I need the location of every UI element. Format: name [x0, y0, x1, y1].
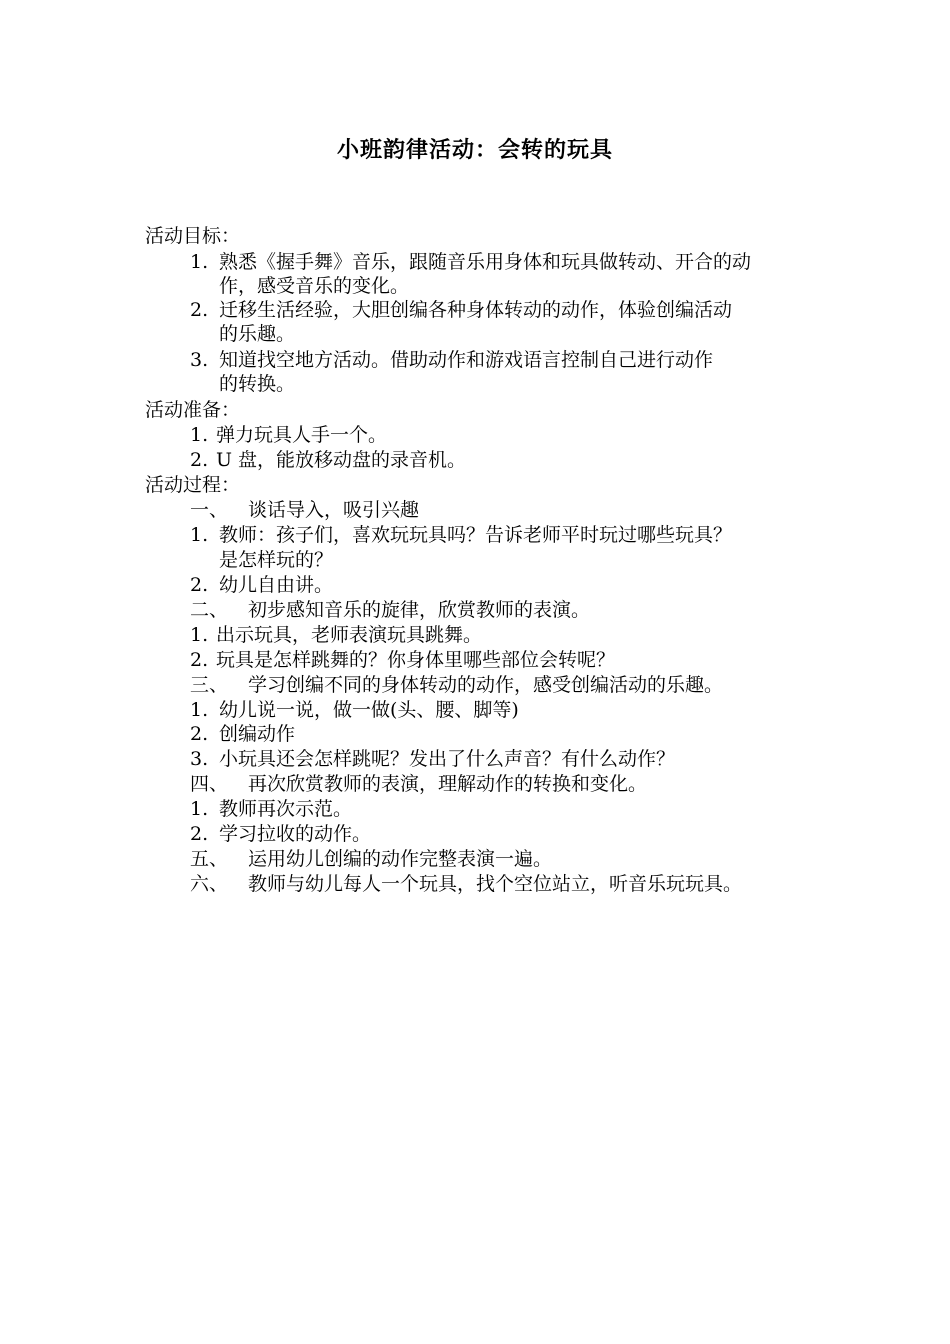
section-3-item-2-number: 2.: [190, 723, 209, 745]
prep-2-text: U 盘，能放移动盘的录音机。: [216, 449, 467, 471]
section-4-item-2-line-1: 学习拉收的动作。: [219, 823, 372, 845]
goal-1-number: 1.: [190, 251, 209, 273]
goal-3-line-1: 知道找空地方活动。借助动作和游戏语言控制自己进行动作: [219, 349, 714, 371]
section-3-item-3-line-1: 小玩具还会怎样跳呢？发出了什么声音？有什么动作？: [219, 748, 676, 770]
section-1-item-1-line-1: 教师：孩子们，喜欢玩玩具吗？告诉老师平时玩过哪些玩具？: [219, 524, 733, 546]
section-2-item-1-line-1: 出示玩具，老师表演玩具跳舞。: [216, 624, 483, 646]
section-5-number: 五、: [190, 848, 229, 870]
section-2-item-1-number: 1.: [190, 624, 209, 646]
section-6-title: 教师与幼儿每人一个玩具，找个空位站立，听音乐玩玩具。: [248, 873, 743, 895]
section-5-title: 运用幼儿创编的动作完整表演一遍。: [248, 848, 553, 870]
prep-2-number: 2.: [190, 449, 209, 471]
section-3-item-2-line-1: 创编动作: [219, 723, 296, 745]
goal-2-line-2: 的乐趣。: [219, 323, 296, 345]
section-4-item-2-number: 2.: [190, 823, 209, 845]
section-2-item-2-line-1: 玩具是怎样跳舞的？你身体里哪些部位会转呢？: [216, 649, 616, 671]
section-1-item-2-line-1: 幼儿自由讲。: [219, 574, 334, 596]
section-3-item-1-number: 1.: [190, 699, 209, 721]
section-2-title: 初步感知音乐的旋律，欣赏教师的表演。: [248, 599, 591, 621]
section-3-item-1-line-1: 幼儿说一说，做一做(头、腰、脚等): [219, 699, 519, 721]
section-4-item-1-number: 1.: [190, 798, 209, 820]
section-2-item-2-number: 2.: [190, 649, 209, 671]
prep-1-text: 弹力玩具人手一个。: [216, 424, 388, 446]
section-2-number: 二、: [190, 599, 229, 621]
goals-heading: 活动目标：: [145, 225, 241, 247]
section-3-number: 三、: [190, 674, 229, 696]
goal-2-number: 2.: [190, 299, 209, 321]
goal-1-line-1: 熟悉《握手舞》音乐，跟随音乐用身体和玩具做转动、开合的动: [219, 251, 752, 273]
section-4-item-1-line-1: 教师再次示范。: [219, 798, 353, 820]
goal-2-line-1: 迁移生活经验，大胆创编各种身体转动的动作，体验创编活动: [219, 299, 733, 321]
goal-3-number: 3.: [190, 349, 209, 371]
section-1-number: 一、: [190, 499, 229, 521]
document-title: 小班韵律活动：会转的玩具: [336, 137, 613, 163]
section-1-item-2-number: 2.: [190, 574, 209, 596]
section-1-item-1-line-2: 是怎样玩的？: [219, 549, 334, 571]
section-3-item-3-number: 3.: [190, 748, 209, 770]
section-1-item-1-number: 1.: [190, 524, 209, 546]
section-6-number: 六、: [190, 873, 229, 895]
process-heading: 活动过程：: [145, 474, 241, 496]
goal-3-line-2: 的转换。: [219, 373, 296, 395]
prep-1-number: 1.: [190, 424, 209, 446]
goal-1-line-2: 作，感受音乐的变化。: [219, 275, 410, 297]
section-1-title: 谈话导入，吸引兴趣: [248, 499, 420, 521]
prep-heading: 活动准备：: [145, 399, 241, 421]
section-4-title: 再次欣赏教师的表演，理解动作的转换和变化。: [248, 773, 648, 795]
section-4-number: 四、: [190, 773, 229, 795]
section-3-title: 学习创编不同的身体转动的动作，感受创编活动的乐趣。: [248, 674, 724, 696]
